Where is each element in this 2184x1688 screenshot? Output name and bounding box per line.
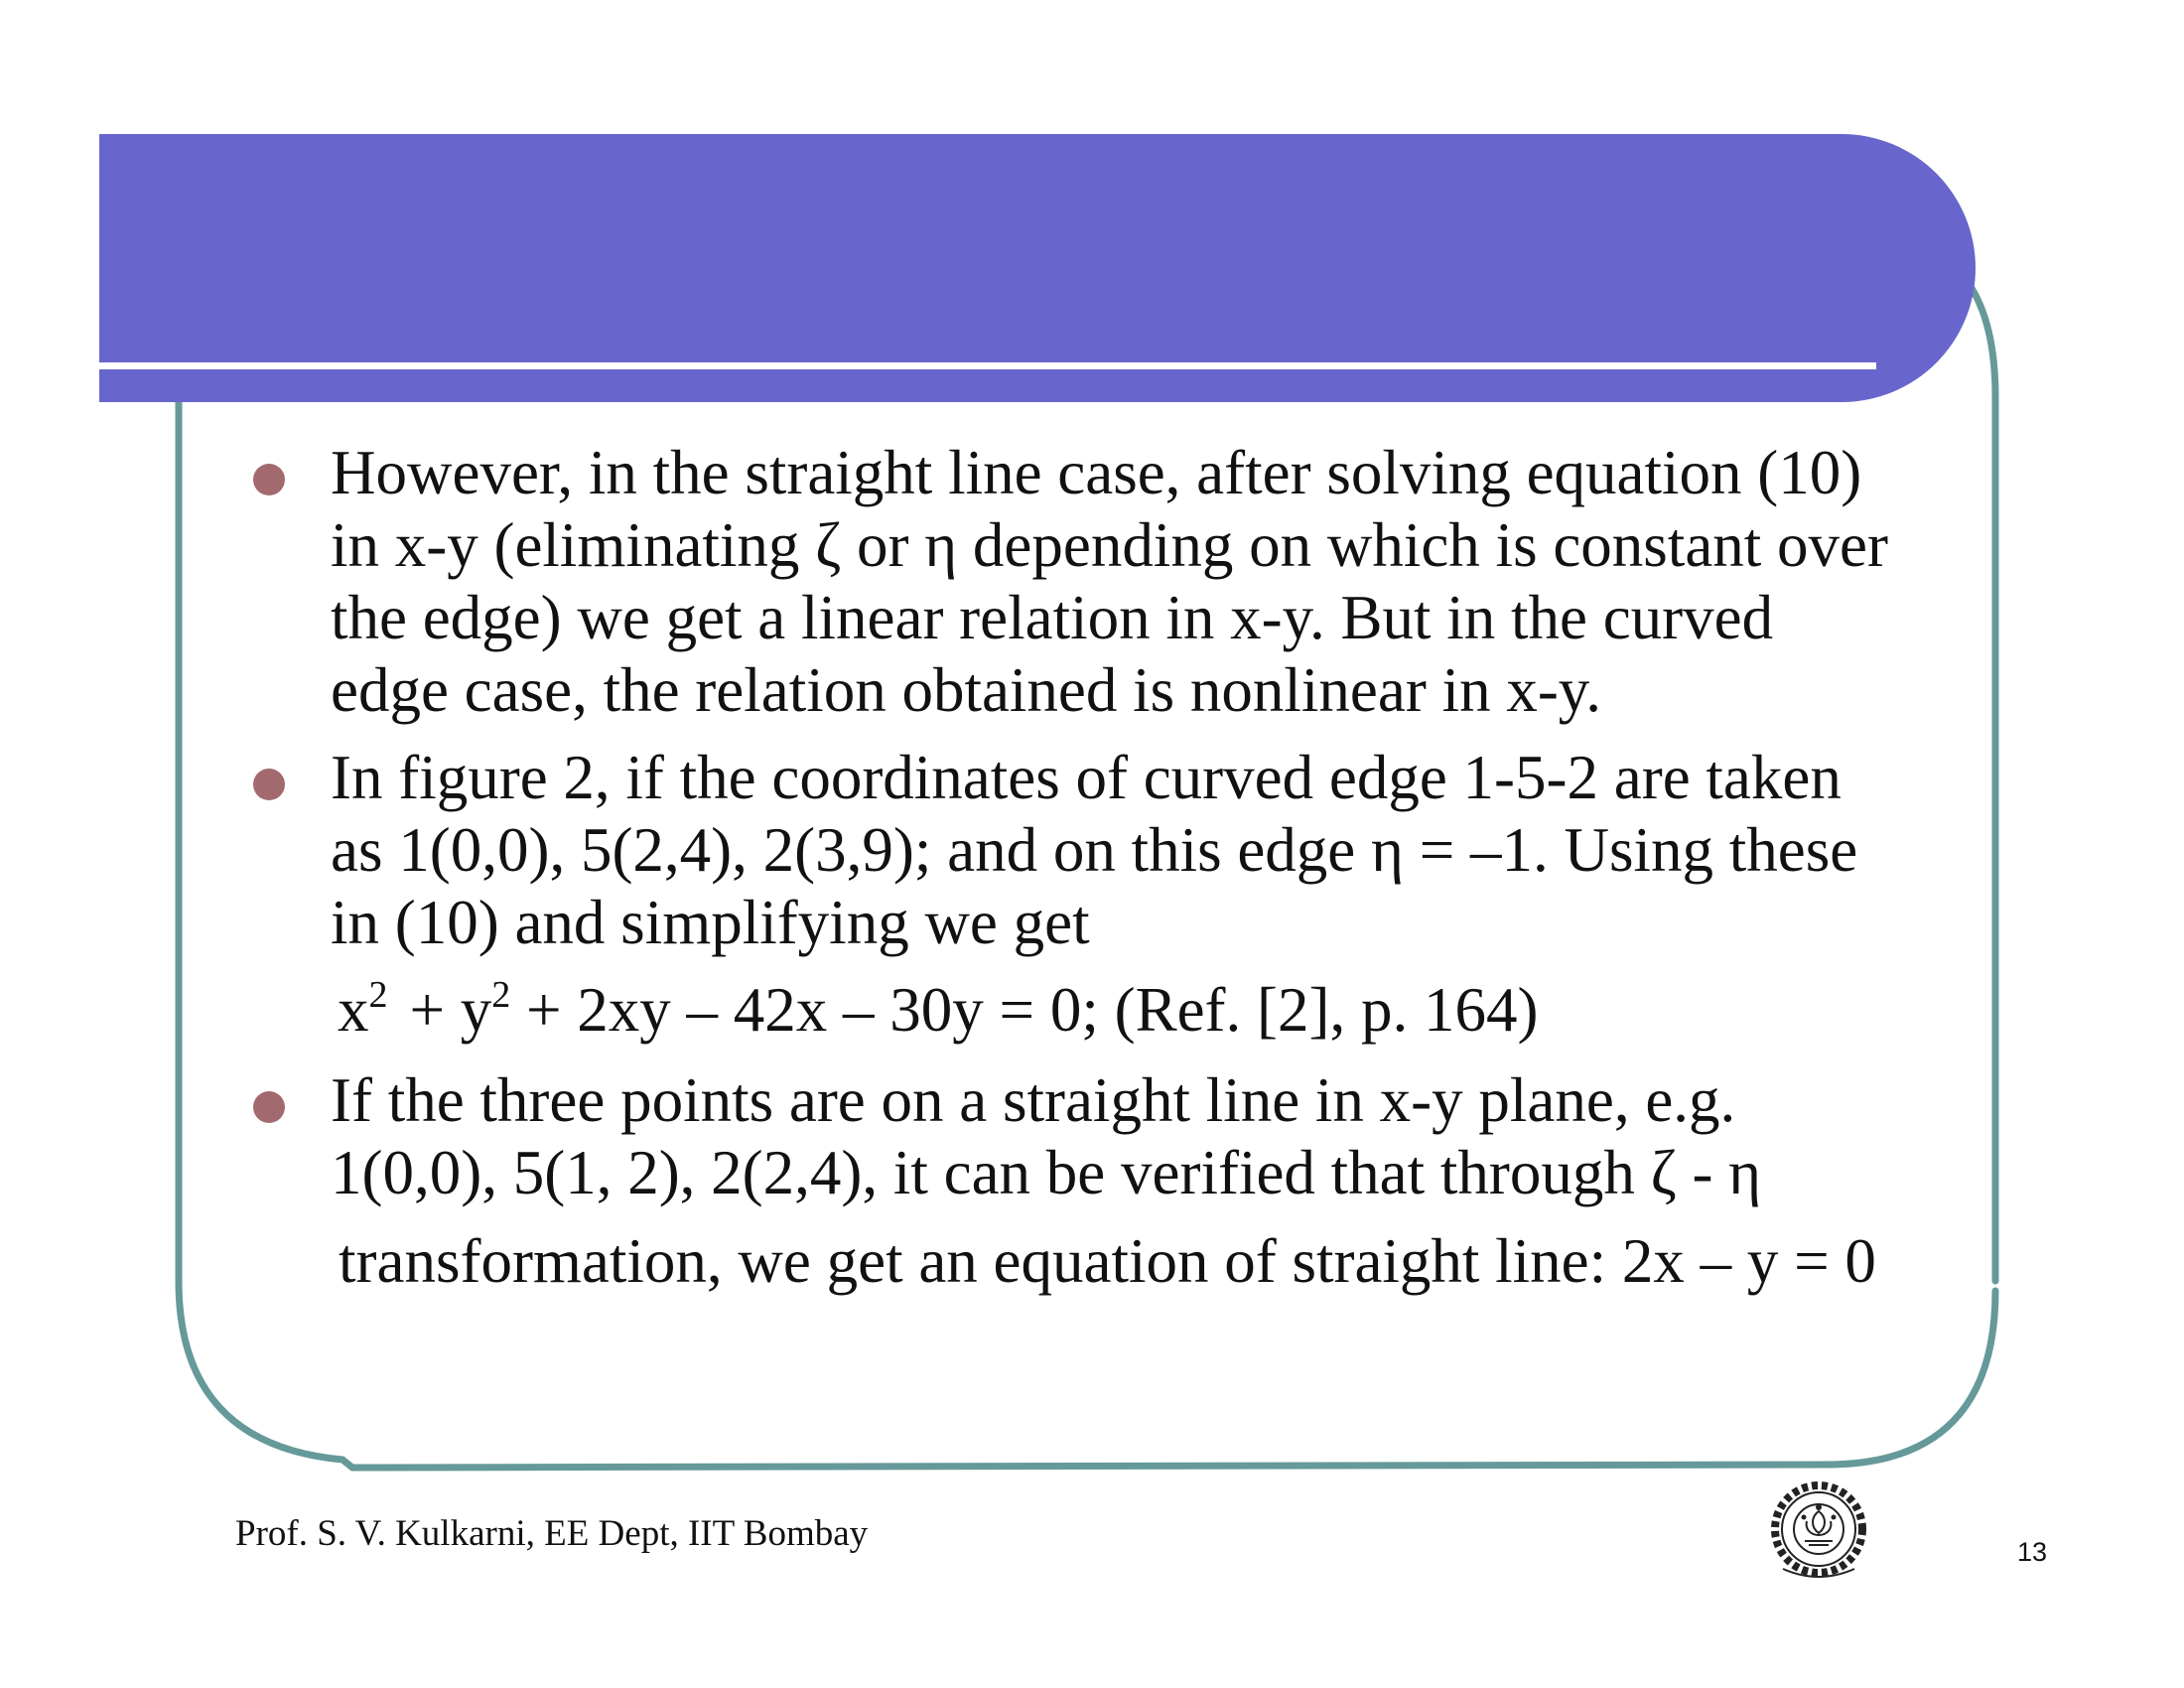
equation-exponent: 2: [368, 974, 388, 1016]
equation-plus-y: + y: [409, 975, 492, 1045]
bullet-dot-icon: [253, 464, 285, 495]
equation: [253, 974, 2010, 1047]
text-line: If the three points are on a straight line in x-y plane, e.g.: [331, 1065, 1736, 1135]
text-line: in x-y (eliminating ζ or η depending on which is constant over: [331, 510, 1888, 580]
text-line: 1(0,0), 5(1, 2), 2(2,4), it can be verified that through ζ - η: [331, 1138, 1762, 1207]
iit-bombay-logo-icon: [1759, 1477, 1878, 1587]
header-divider: [99, 362, 1876, 369]
footer-credit: Prof. S. V. Kulkarni, EE Dept, IIT Bombay: [235, 1513, 869, 1554]
equation-exponent: 2: [491, 974, 511, 1016]
text-line: transformation, we get an equation of straight line: 2x – y = 0: [339, 1226, 1876, 1296]
bullet-dot-icon: [253, 1091, 285, 1123]
text-line: the edge) we get a linear relation in x-y. But in the curved: [331, 583, 1774, 652]
text-line: in (10) and simplifying we get: [331, 888, 1090, 957]
text-line: edge case, the relation obtained is nonlinear in x-y.: [331, 655, 1601, 725]
bullet-point: [253, 437, 2010, 727]
page-number: 13: [2017, 1537, 2048, 1567]
slide-content: [253, 437, 2010, 1298]
bullet-point: [253, 742, 2010, 959]
bullet-point: [253, 1064, 2010, 1298]
text-line: In figure 2, if the coordinates of curved edge 1-5-2 are taken: [331, 743, 1842, 812]
equation-rest: + 2xy – 42x – 30y = 0; (Ref. [2], p. 164): [510, 975, 1539, 1045]
text-line: as 1(0,0), 5(2,4), 2(3,9); and on this edge η = –1. Using these: [331, 815, 1858, 885]
bullet-dot-icon: [253, 769, 285, 800]
equation-x: x: [338, 975, 369, 1045]
text-line: However, in the straight line case, after solving equation (10): [331, 438, 1862, 507]
